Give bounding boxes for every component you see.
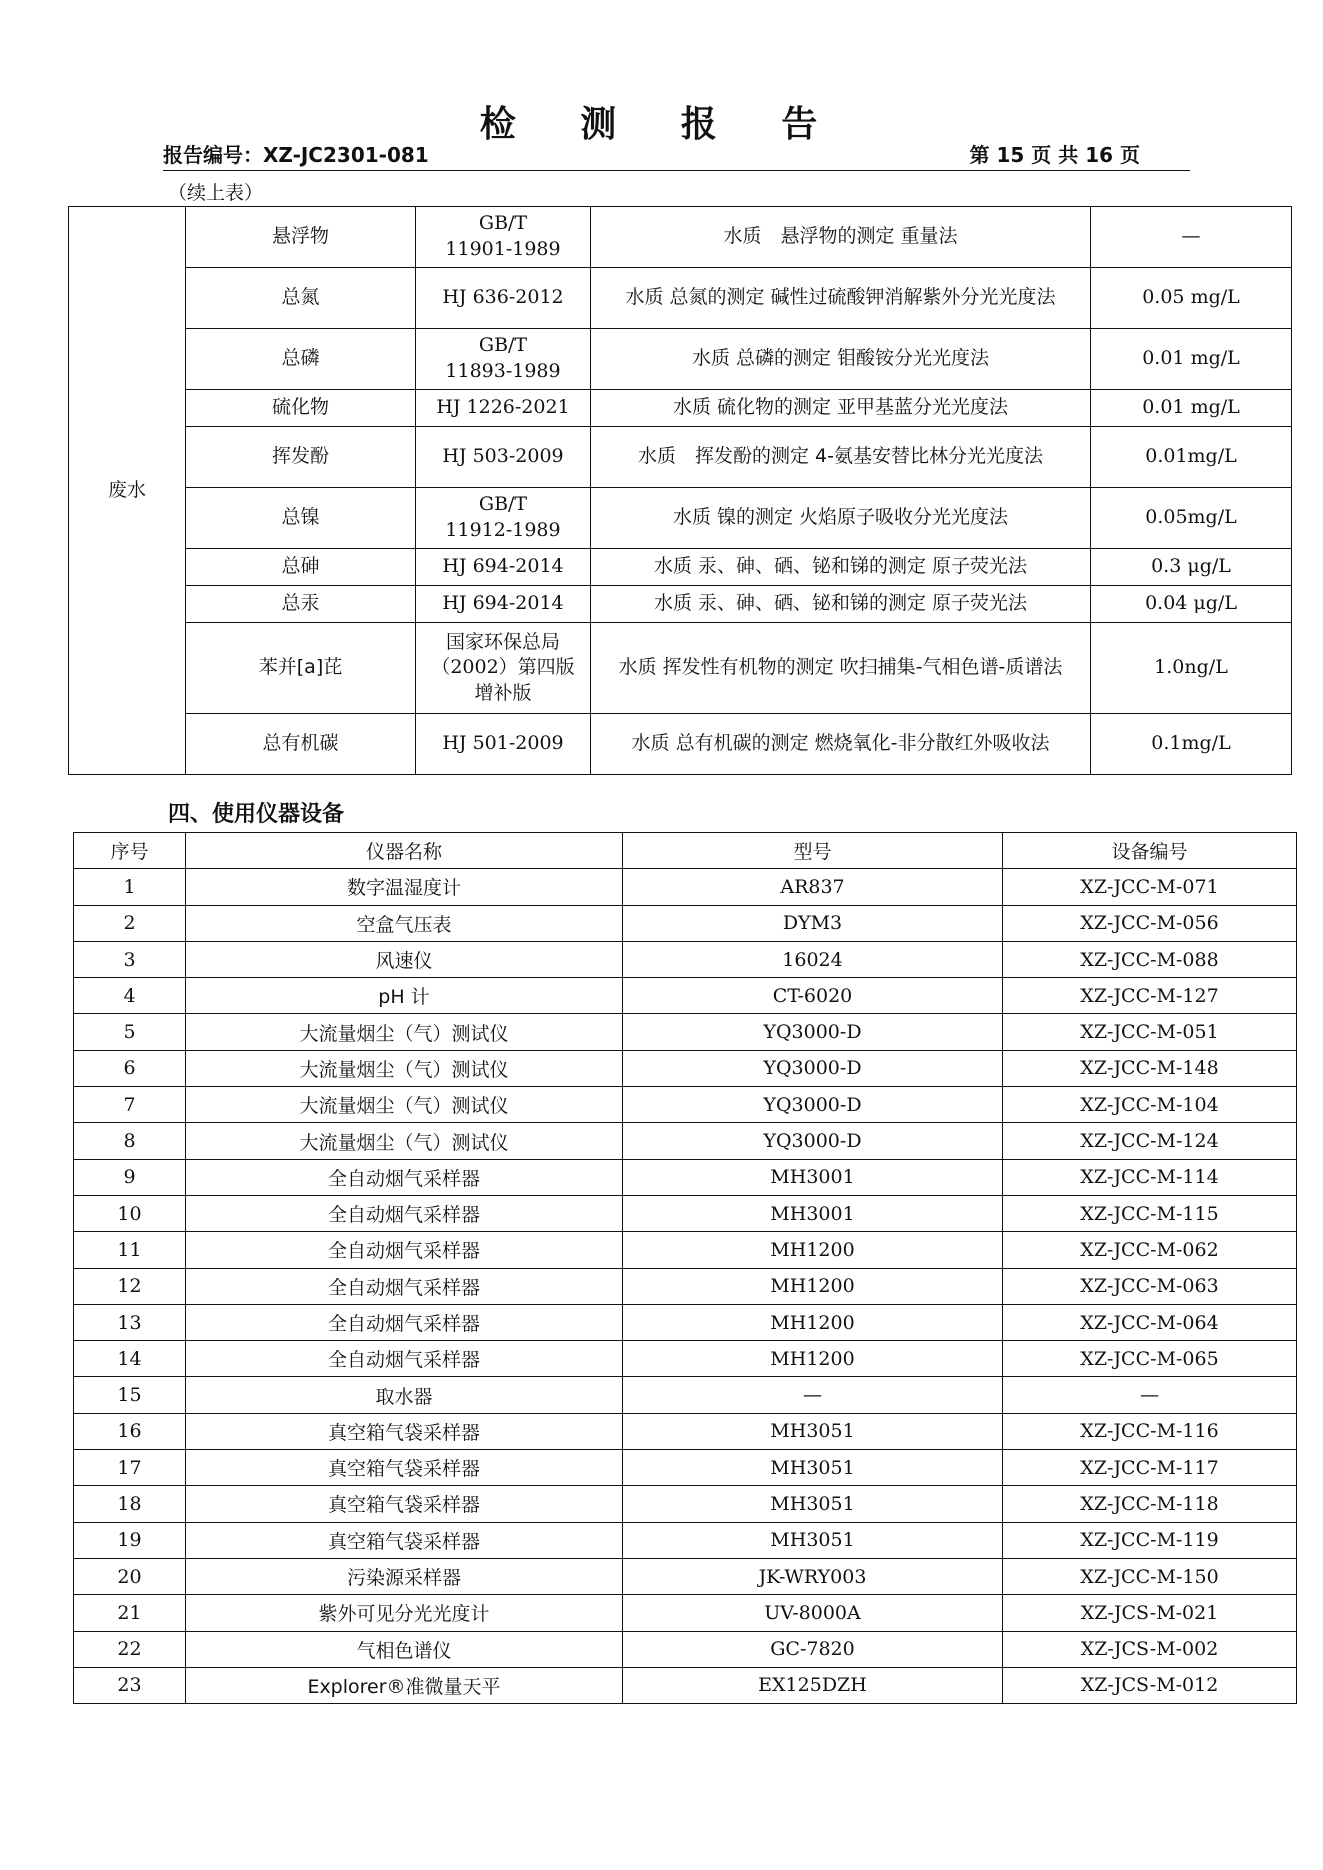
- method-row: [69, 207, 1292, 268]
- item-cell: 总有机碳: [186, 714, 416, 775]
- row-index: 11: [74, 1232, 186, 1268]
- equipment-code: XZ-JCC-M-063: [1003, 1268, 1297, 1304]
- model: JK-WRY003: [623, 1558, 1003, 1594]
- model: —: [623, 1377, 1003, 1413]
- row-index: 22: [74, 1631, 186, 1667]
- equipment-row: [74, 1195, 1297, 1231]
- equipment-row: [74, 1050, 1297, 1086]
- method-cell: 水质 挥发酚的测定 4-氨基安替比林分光光度法: [591, 427, 1091, 488]
- instrument-name: 真空箱气袋采样器: [186, 1450, 623, 1486]
- instrument-name: 全自动烟气采样器: [186, 1341, 623, 1377]
- standard-cell: HJ 501-2009: [416, 714, 591, 775]
- method-cell: 水质 总氮的测定 碱性过硫酸钾消解紫外分光光度法: [591, 268, 1091, 329]
- row-index: 18: [74, 1486, 186, 1522]
- method-row: [69, 329, 1292, 390]
- equipment-code: —: [1003, 1377, 1297, 1413]
- model: MH3051: [623, 1413, 1003, 1449]
- instrument-name: 全自动烟气采样器: [186, 1195, 623, 1231]
- equipment-code: XZ-JCC-M-104: [1003, 1087, 1297, 1123]
- method-row: [69, 427, 1292, 488]
- model: MH3051: [623, 1486, 1003, 1522]
- equipment-code: XZ-JCC-M-127: [1003, 978, 1297, 1014]
- item-cell: 总磷: [186, 329, 416, 390]
- instrument-name: 真空箱气袋采样器: [186, 1486, 623, 1522]
- row-index: 10: [74, 1195, 186, 1231]
- row-index: 17: [74, 1450, 186, 1486]
- model: AR837: [623, 869, 1003, 905]
- equipment-row: [74, 1014, 1297, 1050]
- standard-cell: HJ 636-2012: [416, 268, 591, 329]
- limit-cell: 0.01 mg/L: [1091, 329, 1292, 390]
- equipment-code: XZ-JCC-M-088: [1003, 941, 1297, 977]
- row-index: 6: [74, 1050, 186, 1086]
- model: MH3051: [623, 1450, 1003, 1486]
- equipment-code: XZ-JCC-M-119: [1003, 1522, 1297, 1558]
- equipment-row: [74, 1304, 1297, 1340]
- row-index: 1: [74, 869, 186, 905]
- row-index: 23: [74, 1667, 186, 1703]
- limit-cell: 0.3 μg/L: [1091, 549, 1292, 586]
- standard-cell: GB/T 11912-1989: [416, 488, 591, 549]
- standard-cell: 国家环保总局 （2002）第四版 增补版: [416, 623, 591, 714]
- row-index: 3: [74, 941, 186, 977]
- equipment-row: [74, 1123, 1297, 1159]
- standard-cell: GB/T 11901-1989: [416, 207, 591, 268]
- instrument-name: 大流量烟尘（气）测试仪: [186, 1123, 623, 1159]
- item-cell: 总镍: [186, 488, 416, 549]
- methods-table: [68, 206, 1292, 775]
- method-cell: 水质 汞、砷、硒、铋和锑的测定 原子荧光法: [591, 586, 1091, 623]
- model: MH3051: [623, 1522, 1003, 1558]
- standard-cell: HJ 694-2014: [416, 586, 591, 623]
- equipment-row: [74, 1413, 1297, 1449]
- row-index: 20: [74, 1558, 186, 1594]
- row-index: 2: [74, 905, 186, 941]
- instrument-name: 全自动烟气采样器: [186, 1159, 623, 1195]
- method-row: [69, 714, 1292, 775]
- report-number: 报告编号：XZ-JC2301-081: [163, 143, 429, 167]
- header-index: 序号: [74, 833, 186, 869]
- method-cell: 水质 挥发性有机物的测定 吹扫捕集-气相色谱-质谱法: [591, 623, 1091, 714]
- instrument-name: 真空箱气袋采样器: [186, 1413, 623, 1449]
- equipment-row: [74, 941, 1297, 977]
- model: EX125DZH: [623, 1667, 1003, 1703]
- row-index: 13: [74, 1304, 186, 1340]
- report-header: [163, 140, 1190, 171]
- equipment-code: XZ-JCC-M-117: [1003, 1450, 1297, 1486]
- equipment-table: [73, 832, 1297, 1704]
- limit-cell: 1.0ng/L: [1091, 623, 1292, 714]
- standard-cell: HJ 694-2014: [416, 549, 591, 586]
- equipment-row: [74, 1341, 1297, 1377]
- limit-cell: 0.05 mg/L: [1091, 268, 1292, 329]
- item-cell: 悬浮物: [186, 207, 416, 268]
- limit-cell: 0.01mg/L: [1091, 427, 1292, 488]
- header-model: 型号: [623, 833, 1003, 869]
- model: YQ3000-D: [623, 1014, 1003, 1050]
- equipment-code: XZ-JCC-M-062: [1003, 1232, 1297, 1268]
- row-index: 7: [74, 1087, 186, 1123]
- row-index: 12: [74, 1268, 186, 1304]
- instrument-name: 大流量烟尘（气）测试仪: [186, 1014, 623, 1050]
- equipment-row: [74, 1450, 1297, 1486]
- instrument-name: 真空箱气袋采样器: [186, 1522, 623, 1558]
- limit-cell: —: [1091, 207, 1292, 268]
- page-info: 第 15 页 共 16 页: [969, 143, 1140, 167]
- model: DYM3: [623, 905, 1003, 941]
- limit-cell: 0.1mg/L: [1091, 714, 1292, 775]
- item-cell: 苯并[a]芘: [186, 623, 416, 714]
- row-index: 15: [74, 1377, 186, 1413]
- model: UV-8000A: [623, 1595, 1003, 1631]
- row-index: 4: [74, 978, 186, 1014]
- equipment-code: XZ-JCS-M-002: [1003, 1631, 1297, 1667]
- method-cell: 水质 硫化物的测定 亚甲基蓝分光光度法: [591, 390, 1091, 427]
- equipment-code: XZ-JCS-M-012: [1003, 1667, 1297, 1703]
- equipment-code: XZ-JCC-M-124: [1003, 1123, 1297, 1159]
- method-cell: 水质 总有机碳的测定 燃烧氧化-非分散红外吸收法: [591, 714, 1091, 775]
- instrument-name: 数字温湿度计: [186, 869, 623, 905]
- method-row: [69, 268, 1292, 329]
- model: MH1200: [623, 1304, 1003, 1340]
- limit-cell: 0.05mg/L: [1091, 488, 1292, 549]
- equipment-code: XZ-JCC-M-065: [1003, 1341, 1297, 1377]
- method-cell: 水质 镍的测定 火焰原子吸收分光光度法: [591, 488, 1091, 549]
- equipment-row: [74, 1595, 1297, 1631]
- model: MH3001: [623, 1159, 1003, 1195]
- equipment-row: [74, 1087, 1297, 1123]
- instrument-name: 紫外可见分光光度计: [186, 1595, 623, 1631]
- instrument-name: 气相色谱仪: [186, 1631, 623, 1667]
- standard-cell: HJ 1226-2021: [416, 390, 591, 427]
- equipment-code: XZ-JCC-M-150: [1003, 1558, 1297, 1594]
- category-cell: 废水: [69, 207, 186, 775]
- method-cell: 水质 悬浮物的测定 重量法: [591, 207, 1091, 268]
- model: MH1200: [623, 1341, 1003, 1377]
- item-cell: 总砷: [186, 549, 416, 586]
- equipment-row: [74, 869, 1297, 905]
- equipment-row: [74, 978, 1297, 1014]
- continued-note: （续上表）: [168, 182, 264, 204]
- model: MH1200: [623, 1232, 1003, 1268]
- method-row: [69, 549, 1292, 586]
- instrument-name: 取水器: [186, 1377, 623, 1413]
- equipment-row: [74, 1232, 1297, 1268]
- model: YQ3000-D: [623, 1087, 1003, 1123]
- row-index: 16: [74, 1413, 186, 1449]
- instrument-name: 污染源采样器: [186, 1558, 623, 1594]
- method-cell: 水质 汞、砷、硒、铋和锑的测定 原子荧光法: [591, 549, 1091, 586]
- model: YQ3000-D: [623, 1123, 1003, 1159]
- method-row: [69, 586, 1292, 623]
- equipment-row: [74, 1558, 1297, 1594]
- equipment-row: [74, 1522, 1297, 1558]
- equipment-row: [74, 1486, 1297, 1522]
- document-title: 检 测 报 告: [479, 104, 844, 145]
- limit-cell: 0.01 mg/L: [1091, 390, 1292, 427]
- standard-cell: GB/T 11893-1989: [416, 329, 591, 390]
- equipment-code: XZ-JCC-M-148: [1003, 1050, 1297, 1086]
- limit-cell: 0.04 μg/L: [1091, 586, 1292, 623]
- header-name: 仪器名称: [186, 833, 623, 869]
- instrument-name: pH 计: [186, 978, 623, 1014]
- item-cell: 挥发酚: [186, 427, 416, 488]
- instrument-name: 全自动烟气采样器: [186, 1232, 623, 1268]
- instrument-name: Explorer®准微量天平: [186, 1667, 623, 1703]
- row-index: 5: [74, 1014, 186, 1050]
- model: MH3001: [623, 1195, 1003, 1231]
- equipment-code: XZ-JCC-M-071: [1003, 869, 1297, 905]
- instrument-name: 大流量烟尘（气）测试仪: [186, 1087, 623, 1123]
- model: GC-7820: [623, 1631, 1003, 1667]
- model: 16024: [623, 941, 1003, 977]
- method-row: [69, 623, 1292, 714]
- row-index: 21: [74, 1595, 186, 1631]
- method-cell: 水质 总磷的测定 钼酸铵分光光度法: [591, 329, 1091, 390]
- equipment-row: [74, 1667, 1297, 1703]
- equipment-row: [74, 1159, 1297, 1195]
- equipment-code: XZ-JCC-M-116: [1003, 1413, 1297, 1449]
- instrument-name: 风速仪: [186, 941, 623, 977]
- row-index: 8: [74, 1123, 186, 1159]
- item-cell: 总汞: [186, 586, 416, 623]
- item-cell: 总氮: [186, 268, 416, 329]
- row-index: 14: [74, 1341, 186, 1377]
- equipment-row: [74, 1268, 1297, 1304]
- instrument-name: 大流量烟尘（气）测试仪: [186, 1050, 623, 1086]
- method-row: [69, 488, 1292, 549]
- item-cell: 硫化物: [186, 390, 416, 427]
- equipment-code: XZ-JCS-M-021: [1003, 1595, 1297, 1631]
- model: MH1200: [623, 1268, 1003, 1304]
- equipment-section-title: 四、使用仪器设备: [168, 802, 345, 827]
- equipment-header-row: [74, 833, 1297, 869]
- model: YQ3000-D: [623, 1050, 1003, 1086]
- model: CT-6020: [623, 978, 1003, 1014]
- equipment-row: [74, 1631, 1297, 1667]
- instrument-name: 全自动烟气采样器: [186, 1304, 623, 1340]
- standard-cell: HJ 503-2009: [416, 427, 591, 488]
- equipment-code: XZ-JCC-M-051: [1003, 1014, 1297, 1050]
- equipment-code: XZ-JCC-M-115: [1003, 1195, 1297, 1231]
- row-index: 9: [74, 1159, 186, 1195]
- instrument-name: 全自动烟气采样器: [186, 1268, 623, 1304]
- method-row: [69, 390, 1292, 427]
- header-code: 设备编号: [1003, 833, 1297, 869]
- equipment-code: XZ-JCC-M-118: [1003, 1486, 1297, 1522]
- row-index: 19: [74, 1522, 186, 1558]
- equipment-code: XZ-JCC-M-064: [1003, 1304, 1297, 1340]
- equipment-code: XZ-JCC-M-114: [1003, 1159, 1297, 1195]
- equipment-code: XZ-JCC-M-056: [1003, 905, 1297, 941]
- equipment-row: [74, 905, 1297, 941]
- equipment-row: [74, 1377, 1297, 1413]
- instrument-name: 空盒气压表: [186, 905, 623, 941]
